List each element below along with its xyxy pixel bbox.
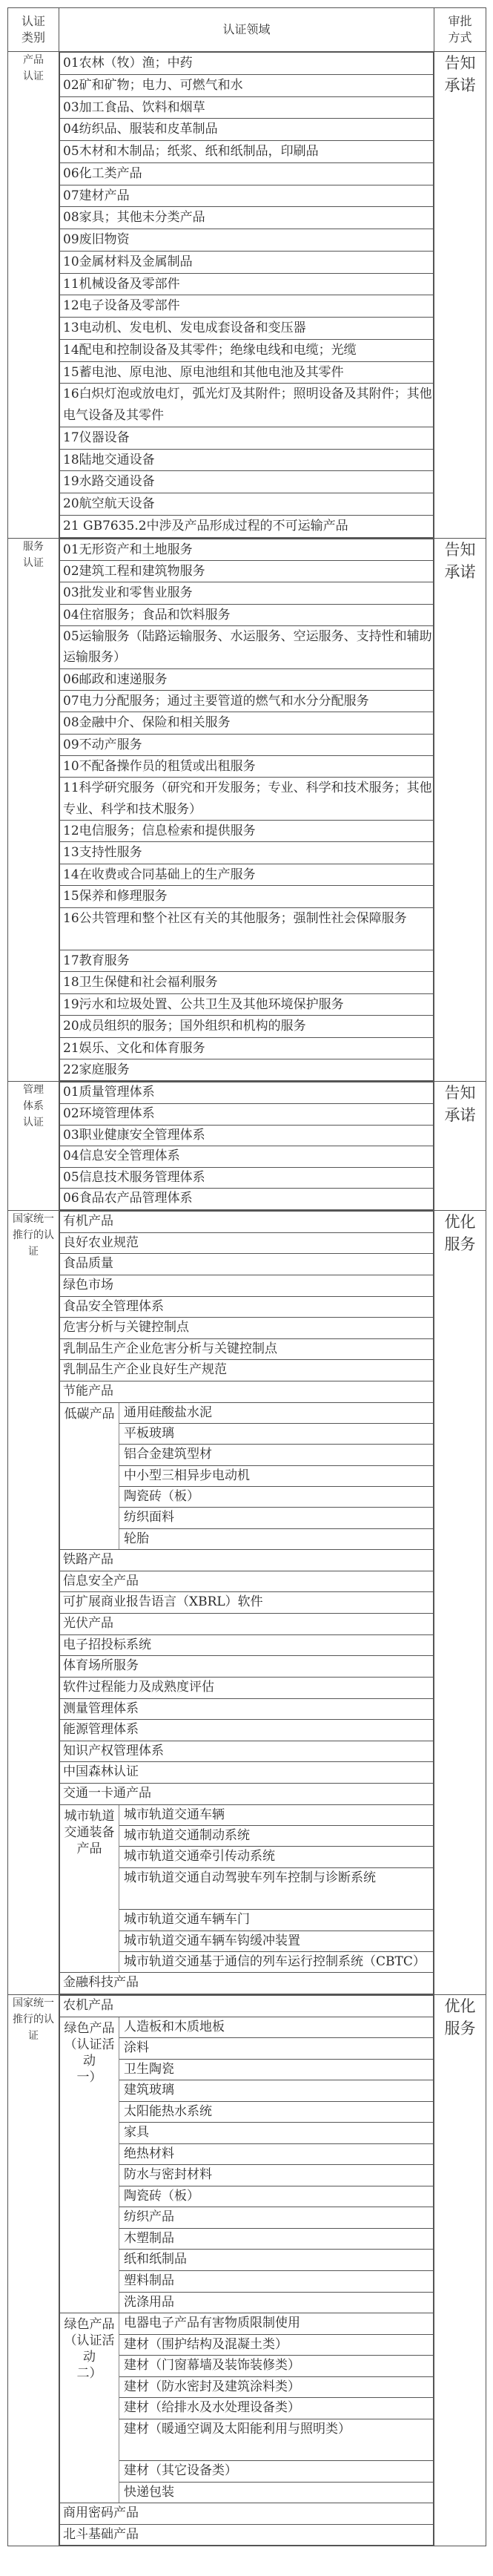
list-item: 07电力分配服务；通过主要管道的燃气和水分分配服务 xyxy=(60,690,434,712)
list-item: 北斗基础产品 xyxy=(60,2524,434,2546)
list-item: 02矿和矿物；电力、可燃气和水 xyxy=(60,74,434,96)
group-item: 建材（其它设备类） xyxy=(119,2461,434,2483)
list-row xyxy=(60,539,434,560)
group-item: 塑料制品 xyxy=(119,2271,434,2293)
list-row xyxy=(60,972,434,993)
list-item: 05运输服务（陆路运输服务、水运服务、空运服务、支持性和辅助运输服务） xyxy=(60,626,434,669)
domain-list xyxy=(59,539,434,1082)
list-row xyxy=(60,1614,434,1635)
list-item: 有机产品 xyxy=(60,1212,434,1233)
group-item: 建材（围护结构及混凝土类） xyxy=(119,2334,434,2356)
group-item: 纺织产品 xyxy=(119,2207,434,2229)
list-row xyxy=(60,251,434,273)
list-item: 20航空航天设备 xyxy=(60,493,434,516)
group-item: 城市轨道交通车辆 xyxy=(119,1804,434,1825)
list-item: 节能产品 xyxy=(60,1381,434,1403)
list-row xyxy=(60,1212,434,1233)
list-row xyxy=(60,318,434,340)
list-row xyxy=(60,384,434,427)
group-item: 建材（防水密封及建筑涂料类） xyxy=(119,2376,434,2398)
list-row xyxy=(60,2017,434,2038)
list-item: 13电动机、发电机、发电成套设备和变压器 xyxy=(60,318,434,340)
list-item: 03职业健康安全管理体系 xyxy=(60,1125,434,1146)
list-row xyxy=(60,339,434,361)
list-item: 01质量管理体系 xyxy=(60,1082,434,1104)
list-row xyxy=(60,229,434,252)
group-item: 城市轨道交通车辆车门 xyxy=(119,1910,434,1931)
group-item: 建材（给排水及水处理设备类） xyxy=(119,2398,434,2419)
list-row xyxy=(60,2524,434,2546)
list-row xyxy=(60,1571,434,1592)
section-method: 优化 服务 xyxy=(434,1995,486,2546)
section-category: 产品 认证 xyxy=(8,52,59,539)
list-item: 22家庭服务 xyxy=(60,1059,434,1080)
group-item: 电器电子产品有害物质限制使用 xyxy=(119,2313,434,2335)
group-item: 人造板和木质地板 xyxy=(119,2017,434,2038)
list-row xyxy=(60,141,434,163)
list-row xyxy=(60,119,434,141)
group-item: 建筑玻璃 xyxy=(119,2080,434,2102)
list-row xyxy=(60,53,434,75)
list-item: 农机产品 xyxy=(60,1996,434,2017)
section-domains xyxy=(59,1995,434,2546)
list-row xyxy=(60,1254,434,1275)
domain-list xyxy=(59,52,434,538)
list-item: 知识产权管理体系 xyxy=(60,1741,434,1762)
list-row xyxy=(60,207,434,229)
list-row xyxy=(60,295,434,318)
list-item: 铁路产品 xyxy=(60,1550,434,1571)
list-row xyxy=(60,712,434,734)
list-item: 15保养和修理服务 xyxy=(60,886,434,907)
list-row xyxy=(60,1318,434,1339)
list-item: 06邮政和速递服务 xyxy=(60,668,434,690)
list-row xyxy=(60,864,434,885)
group-item: 城市轨道交通牵引传动系统 xyxy=(119,1847,434,1867)
list-item: 18卫生保健和社会福利服务 xyxy=(60,972,434,993)
group-item: 陶瓷砖（板） xyxy=(119,2186,434,2207)
list-item: 11科学研究服务（研究和开发服务；专业、科学和技术服务；其他专业、科学和技术服务） xyxy=(60,778,434,821)
list-row xyxy=(60,1784,434,1805)
header-category: 认证 类别 xyxy=(8,8,59,52)
list-row xyxy=(60,1381,434,1403)
list-item: 16公共管理和整个社区有关的其他服务；强制性社会保障服务 xyxy=(60,907,434,950)
header-domain: 认证领域 xyxy=(59,8,434,52)
list-item: 09不动产服务 xyxy=(60,734,434,755)
list-row xyxy=(60,1146,434,1168)
group-item: 涂料 xyxy=(119,2038,434,2060)
list-item: 测量管理体系 xyxy=(60,1698,434,1720)
section-domains xyxy=(59,1082,434,1211)
group-item: 城市轨道交通基于通信的列车运行控制系统（CBTC） xyxy=(119,1952,434,1973)
group-item: 纸和纸制品 xyxy=(119,2250,434,2271)
list-row xyxy=(60,1698,434,1720)
list-row xyxy=(60,1973,434,1994)
list-item: 11机械设备及零部件 xyxy=(60,273,434,295)
list-row xyxy=(60,626,434,669)
group-item: 绝热材料 xyxy=(119,2143,434,2165)
list-row xyxy=(60,1082,434,1104)
list-item: 可扩展商业报告语言（XBRL）软件 xyxy=(60,1592,434,1614)
list-row xyxy=(60,1059,434,1080)
list-item: 18陆地交通设备 xyxy=(60,449,434,471)
section-row xyxy=(8,1082,486,1211)
list-row xyxy=(60,1550,434,1571)
group-item: 铝合金建筑型材 xyxy=(119,1445,434,1465)
list-item: 07建材产品 xyxy=(60,185,434,207)
group-label: 城市轨道 交通装备 产品 xyxy=(60,1804,119,1973)
section-category: 服务 认证 xyxy=(8,538,59,1082)
section-method: 告知 承诺 xyxy=(434,1082,486,1211)
list-row xyxy=(60,1037,434,1059)
list-row xyxy=(60,74,434,96)
list-row xyxy=(60,1189,434,1210)
list-item: 21 GB7635.2中涉及产品形成过程的不可运输产品 xyxy=(60,515,434,537)
group-item: 防水与密封材料 xyxy=(119,2165,434,2186)
list-row xyxy=(60,950,434,972)
group-item: 平板玻璃 xyxy=(119,1424,434,1445)
section-row xyxy=(8,1995,486,2546)
list-row xyxy=(60,582,434,604)
list-row xyxy=(60,690,434,712)
group-item: 轮胎 xyxy=(119,1528,434,1549)
list-item: 食品质量 xyxy=(60,1254,434,1275)
list-item: 16白炽灯泡或放电灯，弧光灯及其附件；照明设备及其附件；其他电气设备及其零件 xyxy=(60,384,434,427)
section-method: 告知 承诺 xyxy=(434,538,486,1082)
list-row xyxy=(60,515,434,537)
list-item: 15蓄电池、原电池、原电池组和其他电池及其零件 xyxy=(60,361,434,384)
list-row xyxy=(60,1762,434,1784)
list-item: 03批发业和零售业服务 xyxy=(60,582,434,604)
list-item: 危害分析与关键控制点 xyxy=(60,1318,434,1339)
list-item: 01无形资产和土地服务 xyxy=(60,539,434,560)
list-item: 光伏产品 xyxy=(60,1614,434,1635)
list-row xyxy=(60,1741,434,1762)
list-item: 06化工类产品 xyxy=(60,162,434,185)
list-row xyxy=(60,2503,434,2525)
section-domains xyxy=(59,1211,434,1995)
list-item: 17仪器设备 xyxy=(60,427,434,449)
list-row xyxy=(60,734,434,755)
list-item: 12电信服务；信息检索和提供服务 xyxy=(60,821,434,842)
list-row xyxy=(60,1996,434,2017)
group-item: 城市轨道交通制动系统 xyxy=(119,1826,434,1847)
section-category: 国家统一 推行的认 证 xyxy=(8,1995,59,2546)
list-row xyxy=(60,361,434,384)
group-label: 绿色产品 （认证活动 二） xyxy=(60,2313,119,2503)
list-item: 08家具；其他未分类产品 xyxy=(60,207,434,229)
header-row xyxy=(8,8,486,52)
group-item: 家具 xyxy=(119,2123,434,2144)
group-item: 中小型三相异步电动机 xyxy=(119,1465,434,1486)
list-item: 06食品农产品管理体系 xyxy=(60,1189,434,1210)
list-row xyxy=(60,471,434,493)
list-item: 02环境管理体系 xyxy=(60,1103,434,1125)
section-category: 国家统一 推行的认 证 xyxy=(8,1211,59,1995)
list-item: 04纺织品、服装和皮革制品 xyxy=(60,119,434,141)
list-item: 20成员组织的服务；国外组织和机构的服务 xyxy=(60,1016,434,1037)
group-item: 城市轨道交通车辆车钩缓冲装置 xyxy=(119,1931,434,1951)
group-item: 快递包装 xyxy=(119,2482,434,2503)
list-item: 软件过程能力及成熟度评估 xyxy=(60,1677,434,1698)
list-item: 电子招投标系统 xyxy=(60,1634,434,1656)
domain-list xyxy=(59,1995,434,2546)
list-item: 05信息技术服务管理体系 xyxy=(60,1167,434,1189)
section-method: 优化 服务 xyxy=(434,1211,486,1995)
list-row xyxy=(60,1677,434,1698)
list-row xyxy=(60,842,434,864)
list-row xyxy=(60,427,434,449)
list-row xyxy=(60,1125,434,1146)
list-row xyxy=(60,993,434,1015)
list-item: 08金融中介、保险和相关服务 xyxy=(60,712,434,734)
certification-table xyxy=(7,7,486,2546)
list-row xyxy=(60,886,434,907)
list-row xyxy=(60,1634,434,1656)
list-row xyxy=(60,1296,434,1318)
list-row xyxy=(60,1656,434,1678)
header-method: 审批 方式 xyxy=(434,8,486,52)
list-item: 21娱乐、文化和体育服务 xyxy=(60,1037,434,1059)
list-row xyxy=(60,1167,434,1189)
list-item: 03加工食品、饮料和烟草 xyxy=(60,96,434,119)
list-row xyxy=(60,604,434,625)
list-row xyxy=(60,778,434,821)
list-item: 10不配备操作员的租赁或出租服务 xyxy=(60,756,434,778)
list-item: 中国森林认证 xyxy=(60,1762,434,1784)
group-item: 建材（门窗幕墙及装饰装修类） xyxy=(119,2356,434,2377)
list-row xyxy=(60,273,434,295)
group-item: 纺织面料 xyxy=(119,1508,434,1528)
list-item: 体育场所服务 xyxy=(60,1656,434,1678)
list-item: 商用密码产品 xyxy=(60,2503,434,2525)
list-item: 14配电和控制设备及其零件；绝缘电线和电缆；光缆 xyxy=(60,339,434,361)
list-row xyxy=(60,96,434,119)
list-item: 信息安全产品 xyxy=(60,1571,434,1592)
section-category: 管理 体系 认证 xyxy=(8,1082,59,1211)
list-row xyxy=(60,1275,434,1296)
list-item: 13支持性服务 xyxy=(60,842,434,864)
section-domains xyxy=(59,52,434,539)
group-item: 木塑制品 xyxy=(119,2228,434,2250)
section-method: 告知 承诺 xyxy=(434,52,486,539)
list-item: 02建筑工程和建筑物服务 xyxy=(60,560,434,582)
list-item: 交通一卡通产品 xyxy=(60,1784,434,1805)
list-row xyxy=(60,1720,434,1741)
domain-list xyxy=(59,1211,434,1994)
section-row xyxy=(8,1211,486,1995)
list-row xyxy=(60,560,434,582)
group-label: 低碳产品 xyxy=(60,1402,119,1550)
list-item: 04住宿服务；食品和饮料服务 xyxy=(60,604,434,625)
list-item: 04信息安全管理体系 xyxy=(60,1146,434,1168)
list-item: 金融科技产品 xyxy=(60,1973,434,1994)
list-item: 19水路交通设备 xyxy=(60,471,434,493)
list-row xyxy=(60,1592,434,1614)
list-row xyxy=(60,1360,434,1381)
section-domains xyxy=(59,538,434,1082)
list-item: 17教育服务 xyxy=(60,950,434,972)
group-item: 通用硅酸盐水泥 xyxy=(119,1402,434,1423)
group-item: 建材（暖通空调及太阳能利用与照明类） xyxy=(119,2419,434,2461)
group-label: 绿色产品 （认证活动 一） xyxy=(60,2017,119,2313)
list-row xyxy=(60,1232,434,1254)
group-item: 卫生陶瓷 xyxy=(119,2059,434,2080)
list-row xyxy=(60,1338,434,1360)
section-row xyxy=(8,52,486,539)
list-row xyxy=(60,1402,434,1423)
list-row xyxy=(60,668,434,690)
list-item: 10金属材料及金属制品 xyxy=(60,251,434,273)
group-item: 洗涤用品 xyxy=(119,2292,434,2313)
list-row xyxy=(60,821,434,842)
list-row xyxy=(60,493,434,516)
list-item: 食品安全管理体系 xyxy=(60,1296,434,1318)
list-item: 05木材和木制品；纸浆、纸和纸制品，印刷品 xyxy=(60,141,434,163)
list-item: 19污水和垃圾处置、公共卫生及其他环境保护服务 xyxy=(60,993,434,1015)
list-item: 绿色市场 xyxy=(60,1275,434,1296)
list-row xyxy=(60,2313,434,2335)
group-item: 城市轨道交通自动驾驶车列车控制与诊断系统 xyxy=(119,1867,434,1910)
list-item: 乳制品生产企业良好生产规范 xyxy=(60,1360,434,1381)
list-item: 乳制品生产企业危害分析与关键控制点 xyxy=(60,1338,434,1360)
group-item: 太阳能热水系统 xyxy=(119,2101,434,2123)
list-row xyxy=(60,162,434,185)
list-row xyxy=(60,1804,434,1825)
list-item: 良好农业规范 xyxy=(60,1232,434,1254)
list-item: 14在收费或合同基础上的生产服务 xyxy=(60,864,434,885)
domain-list xyxy=(59,1082,434,1210)
list-item: 01农林（牧）渔；中药 xyxy=(60,53,434,75)
list-row xyxy=(60,907,434,950)
list-row xyxy=(60,449,434,471)
group-item: 陶瓷砖（板） xyxy=(119,1487,434,1508)
section-row xyxy=(8,538,486,1082)
list-item: 能源管理体系 xyxy=(60,1720,434,1741)
list-row xyxy=(60,756,434,778)
list-row xyxy=(60,185,434,207)
list-item: 09废旧物资 xyxy=(60,229,434,252)
list-item: 12电子设备及零部件 xyxy=(60,295,434,318)
list-row xyxy=(60,1016,434,1037)
list-row xyxy=(60,1103,434,1125)
